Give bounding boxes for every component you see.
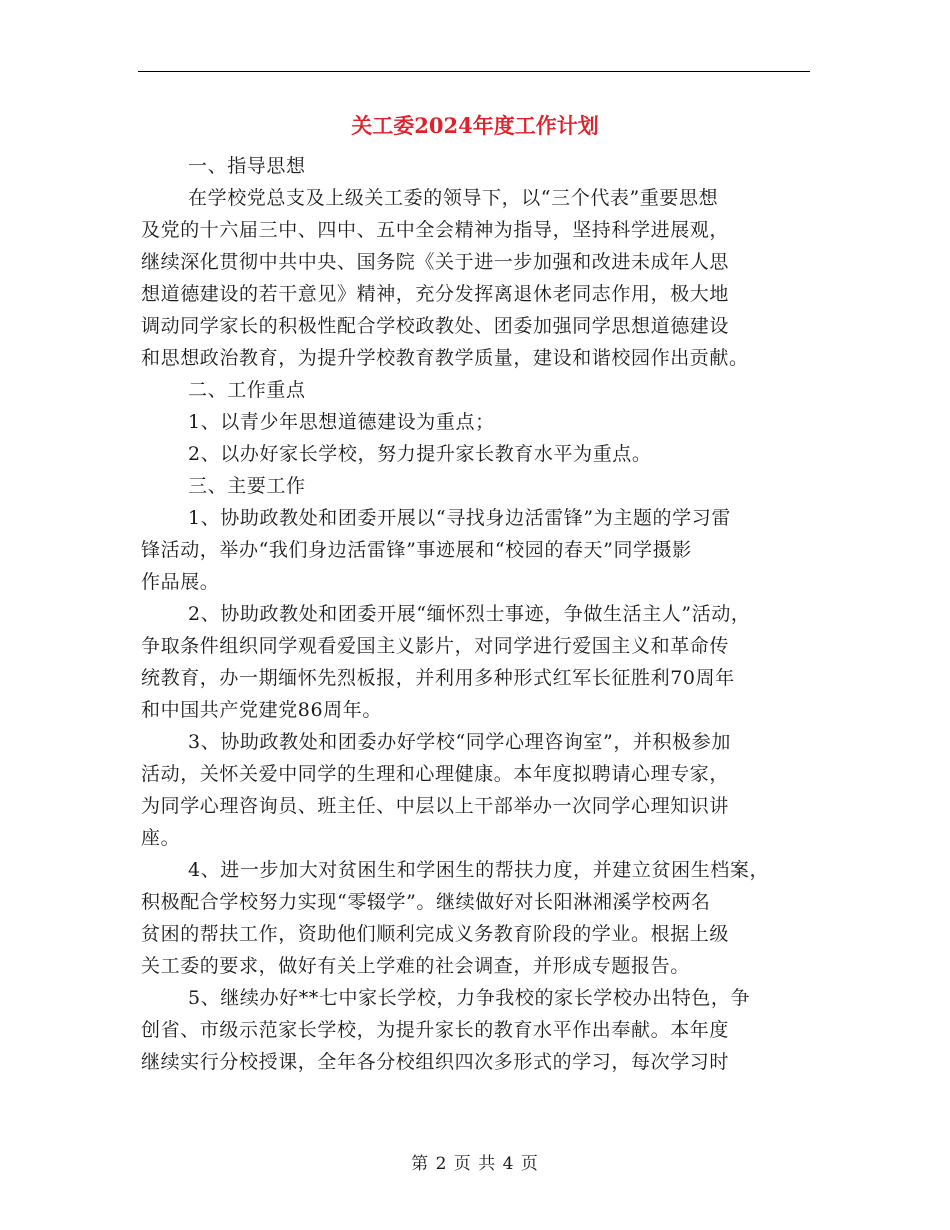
body-line: 继续深化贯彻中共中央、国务院《关于进一步加强和改进未成年人思 bbox=[141, 251, 730, 273]
body-line: 创省、市级示范家长学校，为提升家长的教育水平作出奉献。本年度 bbox=[141, 1019, 730, 1041]
header-rule bbox=[138, 71, 810, 72]
body-line: 贫困的帮扶工作，资助他们顺利完成义务教育阶段的学业。根据上级 bbox=[141, 923, 730, 945]
body-line: 2、以办好家长学校，努力提升家长教育水平为重点。 bbox=[188, 443, 652, 465]
body-line: 想道德建设的若干意见》精神，充分发挥离退休老同志作用，极大地 bbox=[141, 283, 730, 305]
body-line: 及党的十六届三中、四中、五中全会精神为指导，坚持科学进展观， bbox=[141, 219, 730, 241]
document-body bbox=[141, 150, 816, 1078]
body-line: 积极配合学校努力实现“零辍学”。继续做好对长阳淋湘溪学校两名 bbox=[141, 891, 711, 913]
body-line: 和中国共产党建党86周年。 bbox=[141, 699, 382, 721]
body-line: 二、工作重点 bbox=[188, 379, 306, 401]
body-line: 活动，关怀关爱中同学的生理和心理健康。本年度拟聘请心理专家， bbox=[141, 763, 730, 785]
body-line: 锋活动，举办“我们身边活雷锋”事迹展和“校园的春天”同学摄影 bbox=[141, 539, 692, 561]
body-line: 座。 bbox=[141, 827, 181, 849]
body-line: 1、以青少年思想道德建设为重点； bbox=[188, 411, 495, 433]
body-line: 在学校党总支及上级关工委的领导下，以“三个代表”重要思想 bbox=[188, 187, 719, 209]
body-line: 一、指导思想 bbox=[188, 155, 306, 177]
body-line: 3、协助政教处和团委办好学校“同学心理咨询室”，并积极参加 bbox=[188, 731, 731, 753]
body-line: 2、协助政教处和团委开展“缅怀烈士事迹，争做生活主人”活动， bbox=[188, 603, 751, 625]
page-number-footer: 第 2 页 共 4 页 bbox=[411, 1154, 539, 1174]
body-line: 关工委的要求，做好有关上学难的社会调查，并形成专题报告。 bbox=[141, 955, 690, 977]
body-line: 继续实行分校授课，全年各分校组织四次多形式的学习，每次学习时 bbox=[141, 1051, 730, 1073]
body-line: 4、进一步加大对贫困生和学困生的帮扶力度，并建立贫困生档案， bbox=[188, 859, 770, 881]
body-line: 统教育，办一期缅怀先烈板报，并利用多种形式红军长征胜利70周年 bbox=[141, 667, 735, 689]
body-line: 调动同学家长的积极性配合学校政教处、团委加强同学思想道德建设 bbox=[141, 315, 730, 337]
body-line: 争取条件组织同学观看爱国主义影片，对同学进行爱国主义和革命传 bbox=[141, 635, 730, 657]
body-line: 作品展。 bbox=[141, 571, 220, 593]
body-line: 和思想政治教育，为提升学校教育教学质量，建设和谐校园作出贡献。 bbox=[141, 347, 749, 369]
body-line: 1、协助政教处和团委开展以“寻找身边活雷锋”为主题的学习雷 bbox=[188, 507, 731, 529]
body-line: 为同学心理咨询员、班主任、中层以上干部举办一次同学心理知识讲 bbox=[141, 795, 730, 817]
body-line: 三、主要工作 bbox=[188, 475, 306, 497]
body-line: 5、继续办好**七中家长学校，力争我校的家长学校办出特色，争 bbox=[188, 987, 751, 1009]
document-title: 关工委2024年度工作计划 bbox=[351, 113, 599, 138]
